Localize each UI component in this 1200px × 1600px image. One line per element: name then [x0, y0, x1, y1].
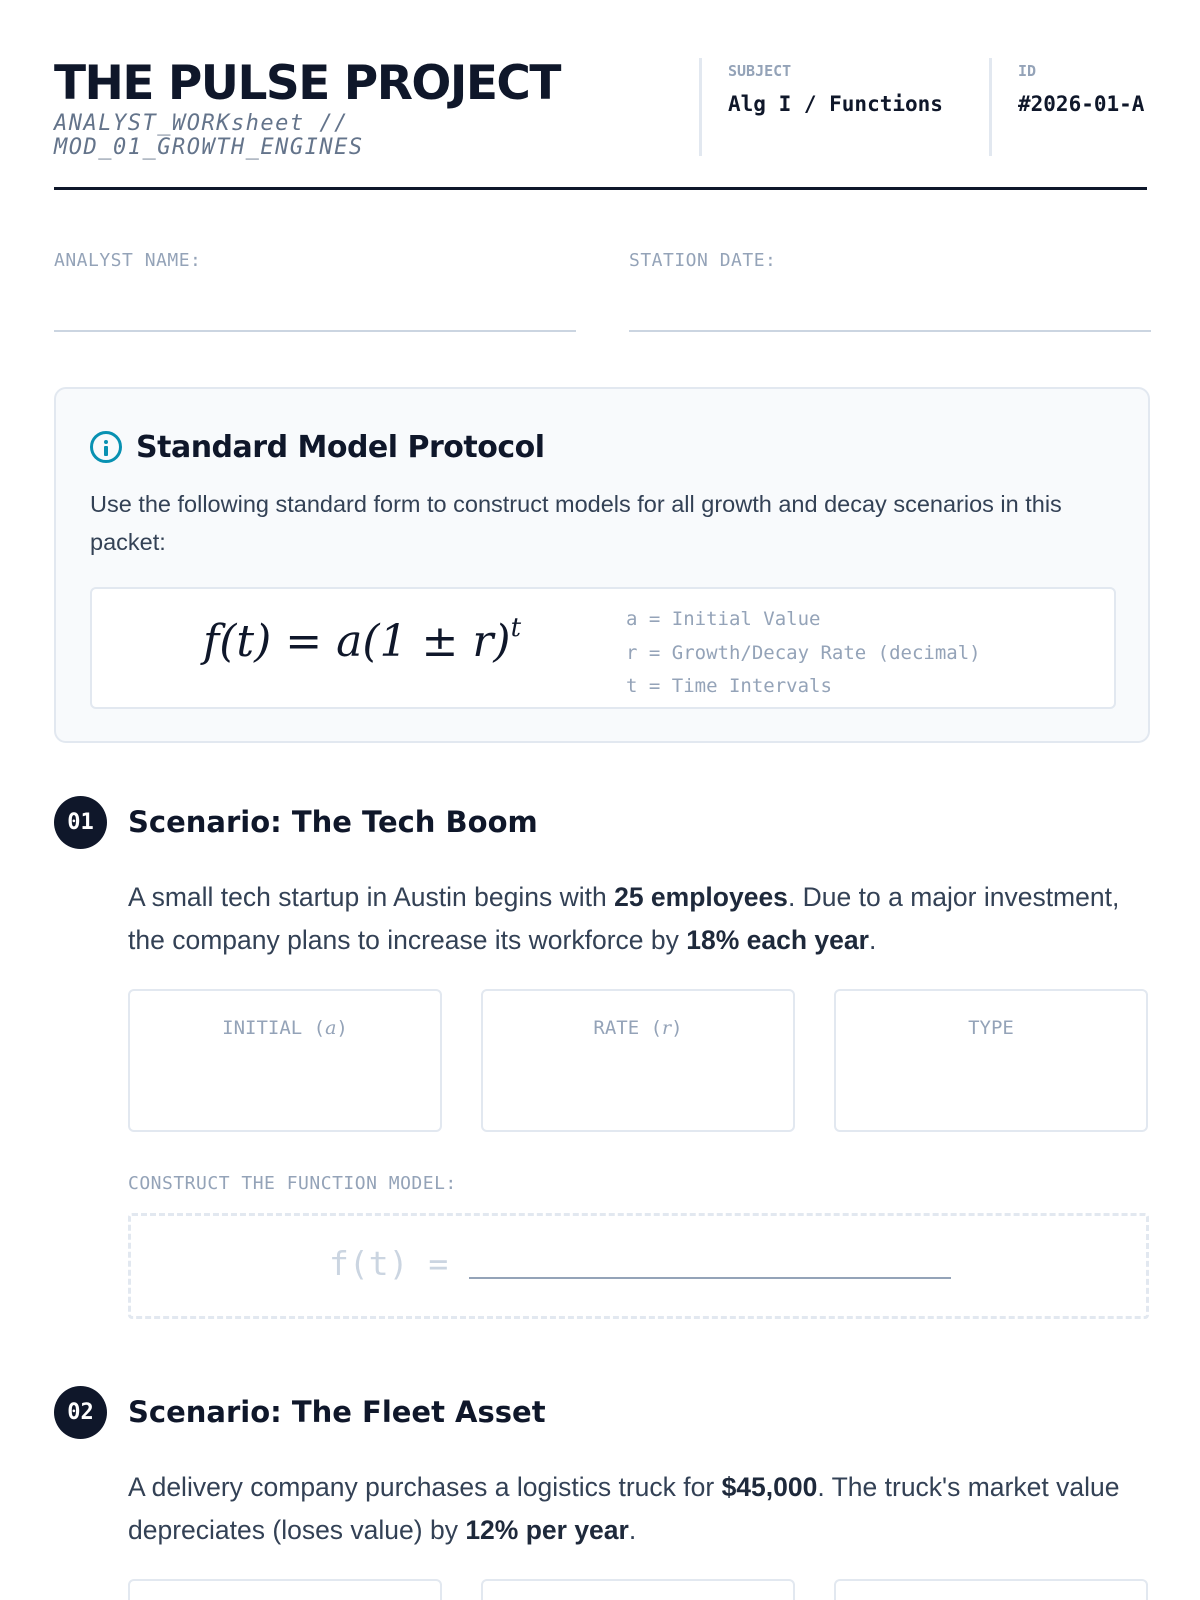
legend-item-r: r = Growth/Decay Rate (decimal): [626, 641, 981, 664]
protocol-panel: [54, 387, 1150, 743]
station-date-field[interactable]: [629, 250, 1151, 332]
rate-label: [483, 1017, 793, 1039]
scenario-title: Scenario: The Fleet Asset: [128, 1395, 546, 1429]
protocol-title: Standard Model Protocol: [136, 429, 545, 465]
scenario-text-part: A small tech startup in Austin begins with: [128, 882, 615, 912]
scenario-highlight-rate: 18% each year: [686, 925, 869, 955]
scenario-text-part: .: [868, 925, 877, 955]
box-label-close: ): [671, 1017, 683, 1039]
scenario-highlight-initial: 25 employees: [614, 882, 788, 912]
standard-formula: [92, 613, 632, 667]
scenario-text-part: .: [628, 1515, 637, 1545]
info-circle-icon: [90, 431, 122, 463]
answer-line: [469, 1277, 951, 1279]
analyst-name-field[interactable]: [54, 250, 576, 332]
rate-box[interactable]: [481, 989, 795, 1132]
subject-block: [699, 58, 969, 156]
scenario-01-text: [128, 876, 1148, 962]
scenario-02-header: [54, 1385, 546, 1439]
scenario-text-part: . The truck's market value depreciates (loses value) by: [128, 1472, 1120, 1545]
station-date-label: STATION DATE:: [629, 250, 777, 271]
id-label: ID: [1018, 62, 1037, 80]
formula-base: f(t) = a(1 ± r): [202, 616, 511, 667]
formula-box: [90, 587, 1116, 709]
page-title: THE PULSE PROJECT: [54, 56, 560, 111]
box-label-var: a: [325, 1017, 337, 1039]
worksheet-subtitle: ANALYST_WORKsheet // MOD_01_GROWTH_ENGINES: [54, 111, 364, 160]
protocol-header: [90, 427, 545, 467]
scenario-number-badge: 02: [54, 1386, 107, 1439]
scenario-title: Scenario: The Tech Boom: [128, 805, 538, 839]
box-label-text: RATE (: [593, 1017, 663, 1039]
type-label: [836, 1017, 1146, 1039]
subject-label: SUBJECT: [728, 62, 792, 80]
type-box[interactable]: [834, 989, 1148, 1132]
initial-value-label: [130, 1017, 440, 1039]
subject-value: Alg I / Functions: [728, 92, 943, 116]
box-label-close: ): [336, 1017, 348, 1039]
type-box-2[interactable]: [834, 1579, 1148, 1600]
scenario-text-part: A delivery company purchases a logistics truck for: [128, 1472, 722, 1502]
formula-exponent: t: [510, 613, 522, 643]
initial-value-box-2[interactable]: [128, 1579, 442, 1600]
function-model-input[interactable]: [128, 1213, 1149, 1319]
protocol-description: Use the following standard form to construct models for all growth and decay scenarios in this packet:: [90, 491, 1062, 555]
id-value: #2026-01-A: [1018, 92, 1145, 116]
box-label-var: r: [662, 1017, 672, 1039]
function-prefix: f(t) =: [329, 1244, 449, 1283]
box-label-text: INITIAL (: [222, 1017, 326, 1039]
scenario-number-badge: 01: [54, 796, 107, 849]
id-block: [989, 58, 1149, 156]
scenario-highlight-rate: 12% per year: [465, 1515, 629, 1545]
formula-legend: [626, 603, 981, 704]
construct-label: CONSTRUCT THE FUNCTION MODEL:: [128, 1173, 457, 1194]
box-label-text: TYPE: [968, 1017, 1014, 1039]
legend-item-t: t = Time Intervals: [626, 675, 832, 697]
analyst-name-label: ANALYST NAME:: [54, 250, 202, 271]
rate-box-2[interactable]: [481, 1579, 795, 1600]
scenario-02-text: [128, 1466, 1148, 1552]
worksheet-header: [54, 56, 1147, 190]
scenario-highlight-initial: $45,000: [721, 1472, 818, 1502]
scenario-text-part: . Due to a major investment, the company plans to increase its workforce by: [128, 882, 1120, 955]
initial-value-box[interactable]: [128, 989, 442, 1132]
scenario-01-header: [54, 795, 538, 849]
legend-item-a: a = Initial Value: [626, 608, 821, 630]
